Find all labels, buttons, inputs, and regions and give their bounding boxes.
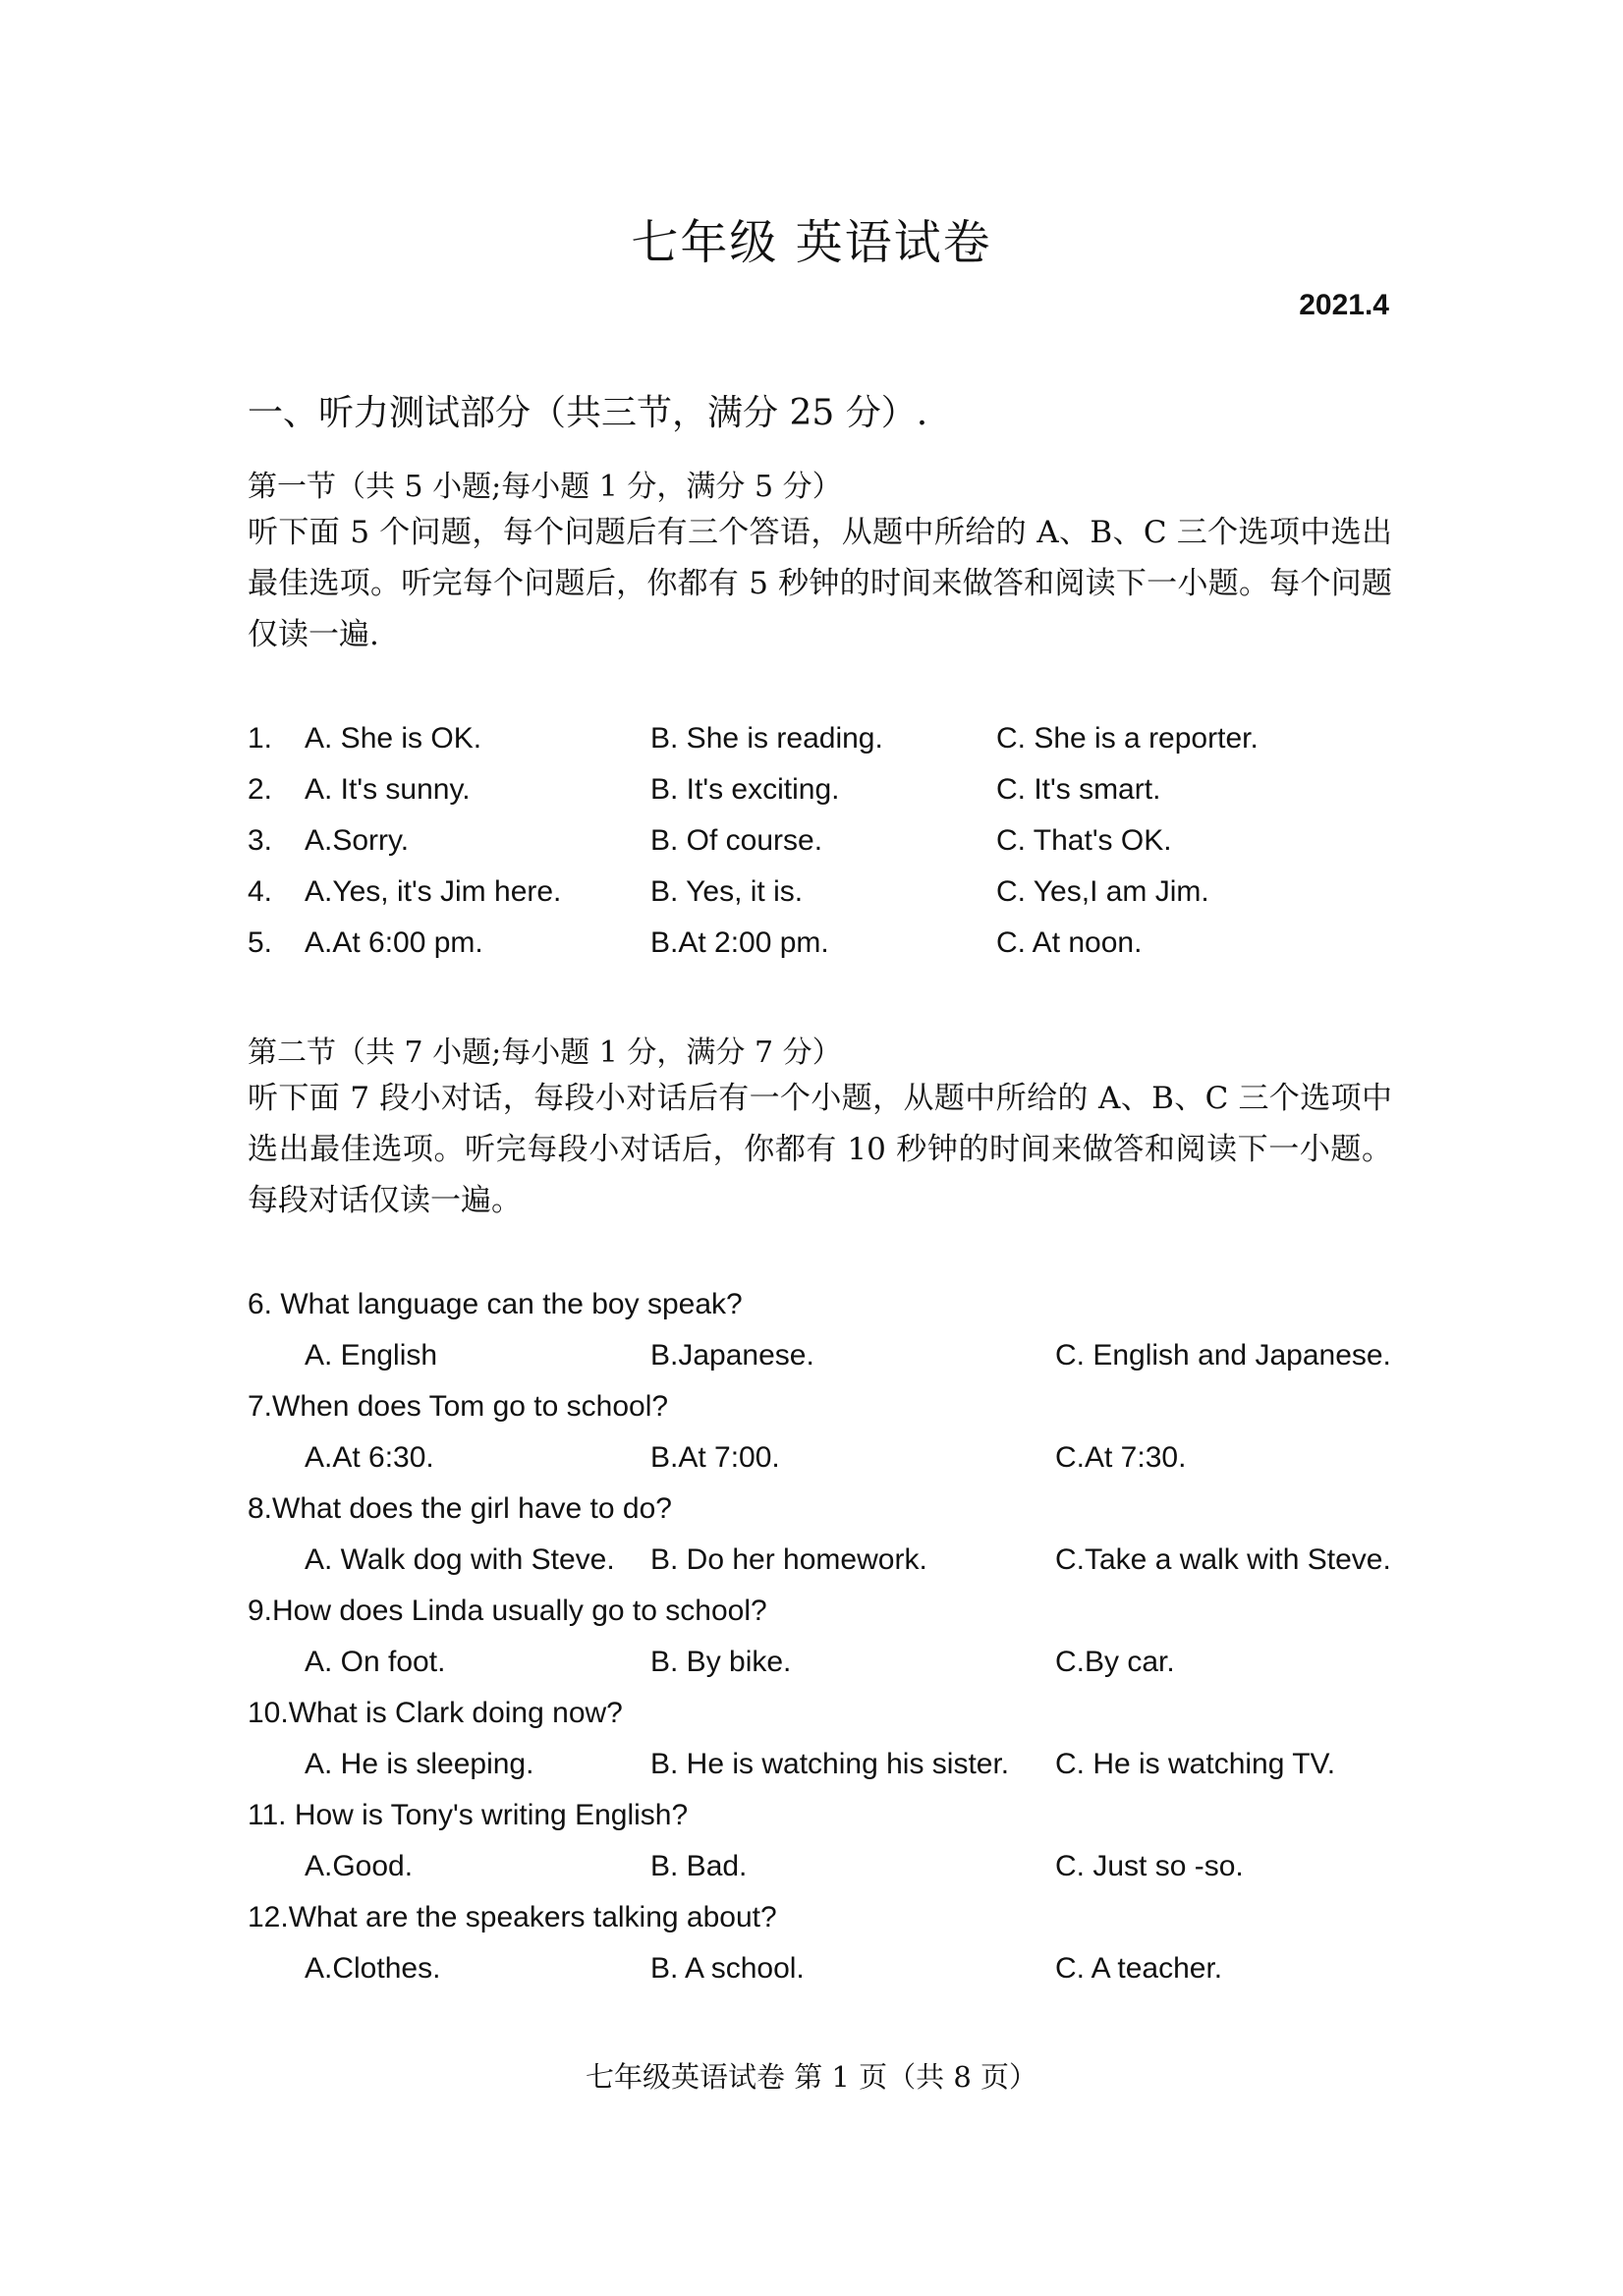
option-a: A.Clothes.: [305, 1952, 441, 1985]
section1-instructions: 听下面 5 个问题，每个问题后有三个答语，从题中所给的 A、B、C 三个选项中选出最佳选项。听完每个问题后，你都有 5 秒钟的时间来做答和阅读下一小题。每个问题仅读一遍.: [248, 515, 1392, 652]
option-b: B.At 7:00.: [650, 1441, 780, 1474]
option-c: C. Just so -so.: [1055, 1850, 1244, 1882]
question-10: [248, 1688, 1397, 1790]
section2-instructions: 听下面 7 段小对话，每段小对话后有一个小题，从题中所给的 A、B、C 三个选项中选出最佳选项。听完每段小对话后，你都有 10 秒钟的时间来做答和阅读下一小题。每段对话仅读一遍。: [248, 1081, 1392, 1218]
option-b: B. A school.: [650, 1952, 805, 1985]
question-9: [248, 1586, 1397, 1688]
question-5: [248, 918, 1397, 969]
page-footer: 七年级英语试卷 第 1 页（共 8 页）: [586, 2060, 1037, 2094]
part1-heading: 一、听力测试部分（共三节，满分 25 分）.: [248, 393, 928, 433]
options-row: [248, 1637, 1397, 1688]
options-row: [248, 1330, 1397, 1381]
question-stem: 10.What is Clark doing now?: [248, 1697, 623, 1729]
options-row: [248, 1739, 1397, 1790]
option-a: A. He is sleeping.: [305, 1748, 534, 1780]
question-number: 1.: [248, 722, 273, 755]
section1-heading: 第一节（共 5 小题;每小题 1 分，满分 5 分）: [248, 470, 842, 504]
option-a: A. Walk dog with Steve.: [305, 1543, 615, 1576]
question-stem: 6. What language can the boy speak?: [248, 1288, 743, 1320]
question-number: 5.: [248, 926, 273, 959]
question-7: [248, 1381, 1397, 1484]
option-a: A. English: [305, 1339, 438, 1372]
question-1: [248, 713, 1397, 764]
exam-date: 2021.4: [1299, 289, 1389, 321]
options-row: [248, 1535, 1397, 1586]
question-12: [248, 1892, 1397, 1994]
options-row: [248, 1841, 1397, 1892]
option-c: C. It's smart.: [996, 773, 1161, 806]
option-b: B. Yes, it is.: [650, 875, 804, 908]
option-b: B.Japanese.: [650, 1339, 814, 1372]
question-stem: 11. How is Tony's writing English?: [248, 1799, 689, 1831]
option-a: A. It's sunny.: [305, 773, 471, 806]
option-c: C.Take a walk with Steve.: [1055, 1543, 1391, 1576]
question-4: [248, 867, 1397, 918]
option-b: B. He is watching his sister.: [650, 1748, 1010, 1780]
option-c: C. English and Japanese.: [1055, 1339, 1391, 1372]
question-8: [248, 1484, 1397, 1586]
option-a: A.At 6:30.: [305, 1441, 434, 1474]
exam-title: 七年级 英语试卷: [631, 215, 992, 270]
section2-heading: 第二节（共 7 小题;每小题 1 分，满分 7 分）: [248, 1036, 842, 1070]
option-b: B. By bike.: [650, 1646, 792, 1678]
option-c: C. That's OK.: [996, 824, 1172, 857]
option-b: B. Bad.: [650, 1850, 748, 1882]
option-b: B. It's exciting.: [650, 773, 840, 806]
question-number: 2.: [248, 773, 273, 806]
section1-question-list: [248, 713, 1397, 969]
option-c: C.At 7:30.: [1055, 1441, 1187, 1474]
option-c: C.By car.: [1055, 1646, 1175, 1678]
question-3: [248, 815, 1397, 867]
question-6: [248, 1279, 1397, 1381]
option-a: A.Yes, it's Jim here.: [305, 875, 562, 908]
question-stem: 8.What does the girl have to do?: [248, 1492, 672, 1525]
option-b: B. Of course.: [650, 824, 823, 857]
question-stem: 12.What are the speakers talking about?: [248, 1901, 777, 1933]
options-row: [248, 1943, 1397, 1994]
option-a: A.Good.: [305, 1850, 414, 1882]
option-b: B.At 2:00 pm.: [650, 926, 829, 959]
option-a: A.At 6:00 pm.: [305, 926, 483, 959]
option-a: A. She is OK.: [305, 722, 482, 755]
option-b: B. Do her homework.: [650, 1543, 927, 1576]
options-row: [248, 1432, 1397, 1484]
option-c: C. He is watching TV.: [1055, 1748, 1336, 1780]
question-stem: 9.How does Linda usually go to school?: [248, 1595, 767, 1627]
section2-question-list: [248, 1279, 1397, 1994]
question-stem: 7.When does Tom go to school?: [248, 1390, 669, 1423]
question-11: [248, 1790, 1397, 1892]
question-number: 4.: [248, 875, 273, 908]
option-a: A. On foot.: [305, 1646, 446, 1678]
option-c: C. Yes,I am Jim.: [996, 875, 1209, 908]
option-c: C. A teacher.: [1055, 1952, 1223, 1985]
option-a: A.Sorry.: [305, 824, 410, 857]
option-c: C. At noon.: [996, 926, 1143, 959]
option-b: B. She is reading.: [650, 722, 883, 755]
question-number: 3.: [248, 824, 273, 857]
question-2: [248, 764, 1397, 815]
option-c: C. She is a reporter.: [996, 722, 1259, 755]
